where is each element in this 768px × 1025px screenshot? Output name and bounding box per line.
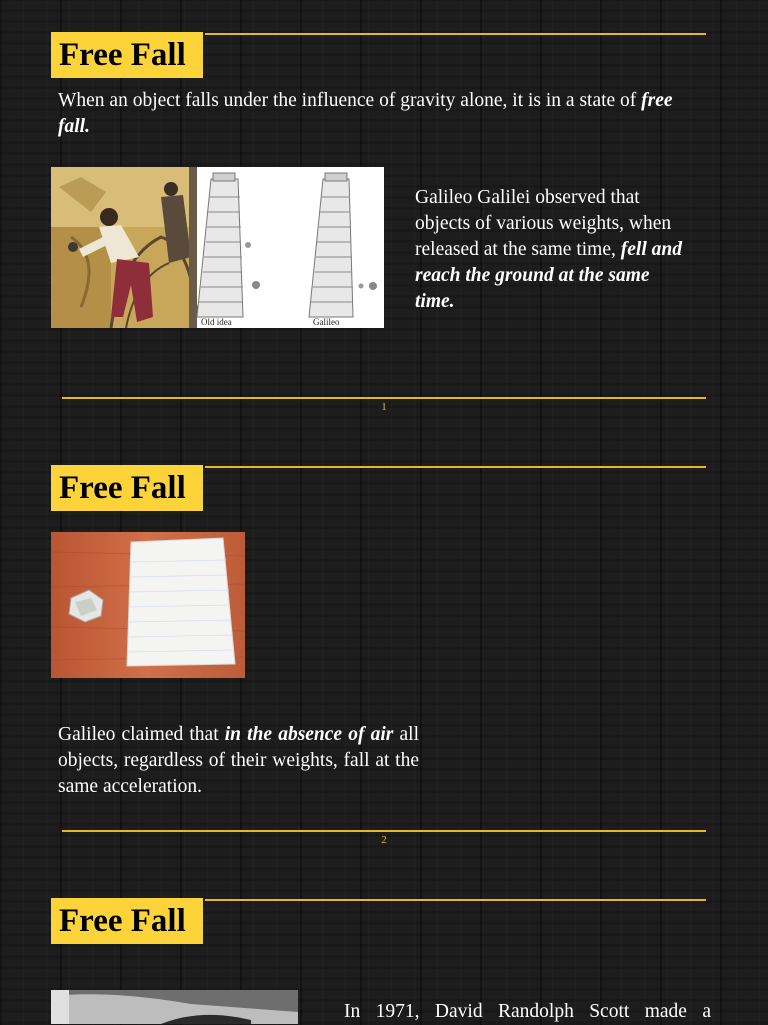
page-number: 1	[381, 401, 387, 413]
page-number: 2	[381, 834, 387, 846]
moon-photo	[51, 990, 298, 1024]
slide-title: Free Fall	[51, 898, 203, 944]
galileo-tower-illustration	[51, 167, 384, 328]
intro-text: When an object falls under the influence of gravity alone, it is in a state of	[58, 90, 642, 111]
caption-galileo: Galileo	[313, 317, 340, 327]
claim-text-1: Galileo claimed that	[58, 724, 225, 745]
observation-text: Galileo Galilei observed that objects of various weights, when released at the same time,	[415, 187, 672, 260]
claim-emphasis: in the absence of air	[224, 724, 394, 745]
galileo-tower-image	[51, 167, 384, 328]
paper-ball-image	[51, 532, 245, 678]
title-rule	[205, 466, 706, 468]
tower-old-idea	[197, 173, 260, 317]
apollo-photo	[51, 990, 298, 1024]
observation-emphasis: fell and reach the ground at the same time.	[415, 239, 682, 312]
tower-galileo	[309, 173, 377, 317]
galileo-observation	[415, 185, 690, 315]
caption-old-idea: Old idea	[201, 317, 232, 327]
slide-title: Free Fall	[51, 465, 203, 511]
footer-rule	[62, 397, 706, 399]
title-rule	[205, 899, 706, 901]
scott-paragraph: In 1971, David Randolph Scott made a	[344, 1001, 711, 1022]
intro-paragraph	[58, 88, 708, 140]
slide-title: Free Fall	[51, 32, 203, 78]
title-rule	[205, 33, 706, 35]
claim-text-2: all objects, regardless of their weights, fall at the same acceleration.	[58, 724, 419, 797]
footer-rule	[62, 830, 706, 832]
intro-emphasis: free fall.	[58, 90, 673, 137]
galileo-claim	[58, 722, 419, 800]
paper-and-crumpled-ball-photo	[51, 532, 245, 678]
